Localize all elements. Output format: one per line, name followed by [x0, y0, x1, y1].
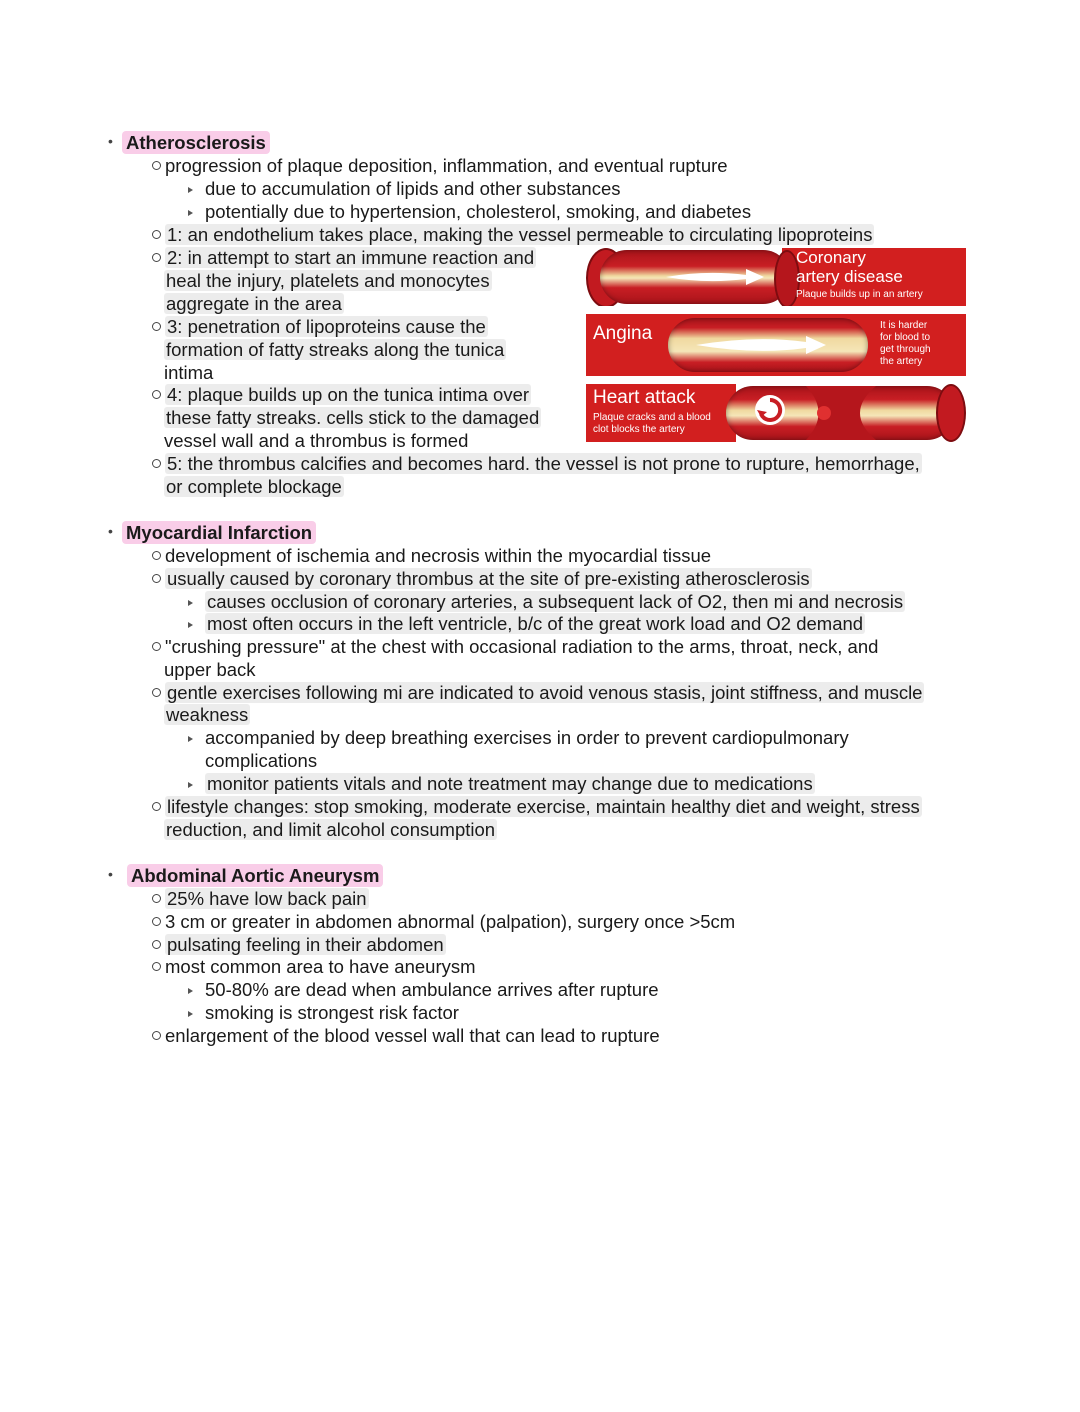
list-item: potentially due to hypertension, cholesterol, smoking, and diabetes	[188, 200, 751, 223]
list-item-cont: reduction, and limit alcohol consumption	[166, 819, 496, 840]
list-item-cont: aggregate in the area	[166, 293, 342, 314]
angina-sub-2: for blood to	[880, 332, 931, 343]
list-item-cont: these fatty streaks. cells stick to the damaged	[166, 407, 540, 428]
list-item: 5: the thrombus calcifies and becomes hard. the vessel is not prone to rupture, hemorrhage,	[152, 452, 922, 475]
heading-myocardial-infarction: Myocardial Infarction	[122, 521, 316, 544]
list-item: "crushing pressure" at the chest with occasional radiation to the arms, throat, neck, and	[152, 635, 878, 658]
list-item: 1: an endothelium takes place, making the vessel permeable to circulating lipoproteins	[152, 223, 874, 246]
list-item: 3 cm or greater in abdomen abnormal (palpation), surgery once >5cm	[152, 910, 735, 933]
list-item: usually caused by coronary thrombus at the site of pre-existing atherosclerosis	[152, 567, 812, 590]
list-item-cont: formation of fatty streaks along the tunica	[166, 339, 505, 360]
blocked-artery-icon	[726, 386, 954, 440]
angina-sub-3: get through	[880, 344, 931, 355]
list-item: gentle exercises following mi are indicated to avoid venous stasis, joint stiffness, and muscle	[152, 681, 924, 704]
list-item-cont: or complete blockage	[166, 476, 342, 497]
heart-attack-panel	[586, 384, 966, 442]
list-item: causes occlusion of coronary arteries, a subsequent lack of O2, then mi and necrosis	[188, 590, 905, 613]
angina-sub-1: It is harder	[880, 320, 928, 331]
list-item: 4: plaque builds up on the tunica intima over	[152, 383, 531, 406]
angina-sub-4: the artery	[880, 356, 923, 367]
list-item-cont: complications	[205, 750, 318, 771]
list-item: monitor patients vitals and note treatment may change due to medications	[188, 772, 815, 795]
section-bullet: •	[108, 866, 113, 882]
cad-subtitle: Plaque builds up in an artery	[796, 289, 923, 300]
cad-title: Coronary	[796, 248, 866, 267]
list-item: 3: penetration of lipoproteins cause the	[152, 315, 488, 338]
heading-atherosclerosis: Atherosclerosis	[122, 131, 270, 154]
section-bullet: •	[108, 523, 113, 539]
list-item: most common area to have aneurysm	[152, 955, 476, 978]
list-item: enlargement of the blood vessel wall that can lead to rupture	[152, 1024, 660, 1047]
list-item: accompanied by deep breathing exercises in order to prevent cardiopulmonary	[188, 726, 849, 749]
list-item-cont: weakness	[166, 704, 249, 725]
angina-panel	[586, 314, 966, 376]
arrow-icon	[666, 266, 766, 288]
list-item-cont: heal the injury, platelets and monocytes	[166, 270, 490, 291]
list-item: 2: in attempt to start an immune reaction and	[152, 246, 536, 269]
section-bullet: •	[108, 133, 113, 149]
list-item: development of ischemia and necrosis within the myocardial tissue	[152, 544, 711, 567]
arrow-icon	[696, 333, 828, 357]
list-item: 50-80% are dead when ambulance arrives after rupture	[188, 978, 659, 1001]
heart-attack-sub-2: clot blocks the artery	[593, 424, 685, 435]
heading-abdominal-aortic-aneurysm: Abdominal Aortic Aneurysm	[127, 864, 383, 887]
heart-attack-sub-1: Plaque cracks and a blood	[593, 412, 711, 423]
cad-title-2: artery disease	[796, 267, 903, 286]
list-item: smoking is strongest risk factor	[188, 1001, 459, 1024]
list-item: due to accumulation of lipids and other substances	[188, 177, 620, 200]
heart-attack-title: Heart attack	[593, 387, 696, 408]
angina-title: Angina	[593, 323, 653, 344]
list-item: pulsating feeling in their abdomen	[152, 933, 446, 956]
list-item-cont: vessel wall and a thrombus is formed	[164, 430, 469, 451]
list-item: lifestyle changes: stop smoking, moderate exercise, maintain healthy diet and weight, stress	[152, 795, 922, 818]
list-item: progression of plaque deposition, inflammation, and eventual rupture	[152, 154, 728, 177]
list-item-cont: upper back	[164, 659, 256, 680]
list-item: most often occurs in the left ventricle, b/c of the great work load and O2 demand	[188, 612, 865, 635]
cad-panel	[586, 248, 966, 306]
list-item-cont: intima	[164, 362, 214, 383]
list-item: 25% have low back pain	[152, 887, 369, 910]
